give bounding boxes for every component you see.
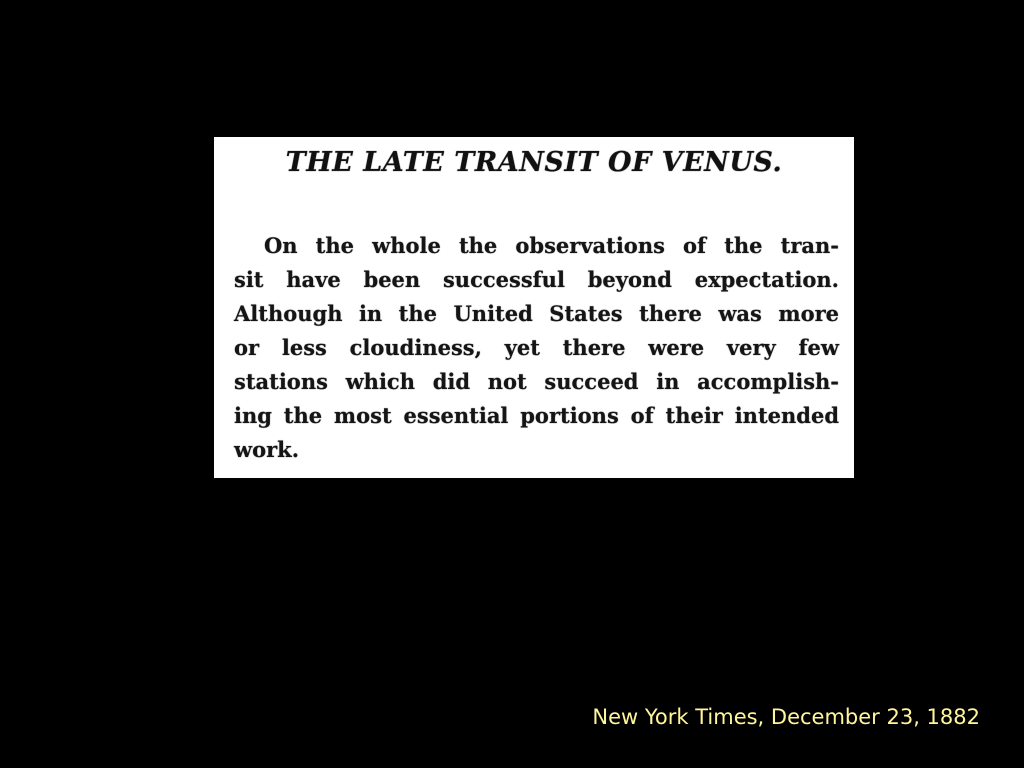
clipping-body [234,229,839,467]
clipping-line: On the whole the observations of the tran- [264,233,839,258]
newspaper-clipping [214,137,854,478]
clipping-line: stations which did not succeed in accomplish- [234,369,839,394]
source-caption: New York Times, December 23, 1882 [592,705,980,729]
clipping-line: ing the most essential portions of their intended [234,403,839,428]
clipping-line: or less cloudiness, yet there were very few [234,335,839,360]
clipping-line: sit have been successful beyond expectation. [234,267,839,292]
clipping-line: Although in the United States there was more [234,301,839,326]
clipping-headline: THE LATE TRANSIT OF VENUS. [285,147,783,178]
clipping-line: work. [234,437,300,462]
